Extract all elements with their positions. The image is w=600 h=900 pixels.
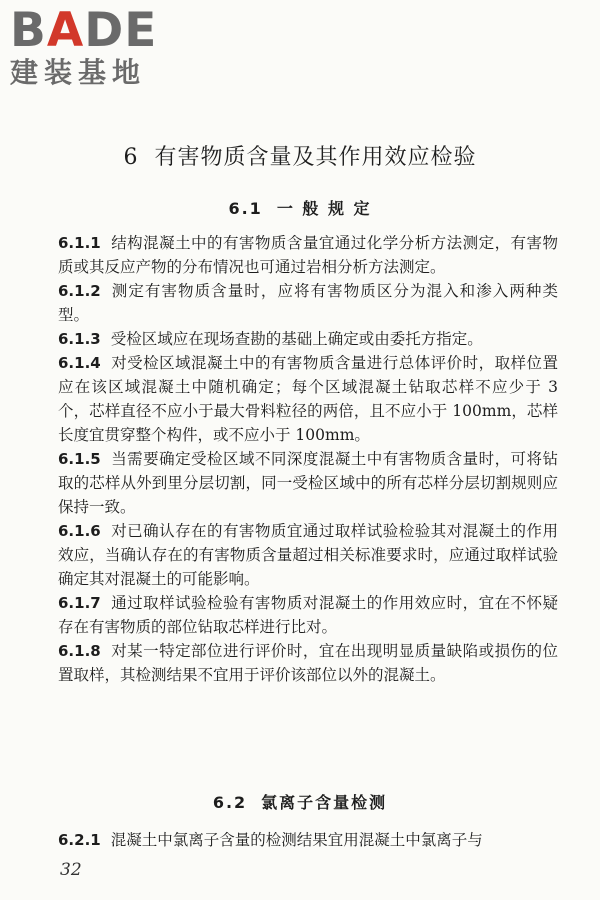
chapter-title-text: 有害物质含量及其作用效应检验: [154, 145, 477, 170]
section-title-6-1: [0, 196, 600, 219]
section-number: 6.2: [212, 793, 248, 812]
clause-text: 对已确认存在的有害物质宜通过取样试验检验其对混凝土的作用效应，当确认存在的有害物质含量超过相关标准要求时，应通过取样试验确定其对混凝土的可能影响。: [58, 522, 558, 588]
clause-text: 对受检区域混凝土中的有害物质含量进行总体评价时，取样位置应在该区域混凝土中随机确定；每个区域混凝土钻取芯样不应少于 3 个，芯样直径不应小于最大骨料粒径的两倍，且不应小于 100mm，芯样长度宜贯穿整个构件，或不应小于 100mm。: [58, 354, 558, 444]
clause-number: 6.1.5: [58, 450, 101, 468]
logo-latin: [10, 3, 180, 58]
clause-6-1-3: [58, 327, 558, 351]
logo-chinese: 建装基地: [10, 56, 147, 89]
clause-6-1-6: [58, 519, 558, 591]
clause-text: 测定有害物质含量时，应将有害物质区分为混入和渗入两种类型。: [58, 282, 558, 324]
clause-text: 结构混凝土中的有害物质含量宜通过化学分析方法测定，有害物质或其反应产物的分布情况也可通过岩相分析方法测定。: [58, 234, 558, 276]
clause-6-1-8: [58, 639, 558, 687]
clause-6-1-7: [58, 591, 558, 639]
clause-6-2-1: [58, 828, 558, 852]
clause-number: 6.1.1: [58, 234, 101, 252]
clause-text: 对某一特定部位进行评价时，宜在出现明显质量缺陷或损伤的位置取样，其检测结果不宜用于评价该部位以外的混凝土。: [58, 642, 558, 684]
bade-logo: [10, 3, 180, 89]
section-title-text: 一 般 规 定: [276, 199, 372, 218]
section-number: 6.1: [228, 199, 263, 218]
clause-number: 6.1.7: [58, 594, 101, 612]
clause-number: 6.1.2: [58, 282, 101, 300]
clause-6-1-5: [58, 447, 558, 519]
clause-text: 混凝土中氯离子含量的检测结果宜用混凝土中氯离子与: [110, 831, 483, 849]
chapter-title: [0, 140, 600, 171]
chapter-number: 6: [123, 145, 139, 170]
page-number: 32: [60, 860, 82, 880]
clause-number: 6.1.6: [58, 522, 101, 540]
clause-number: 6.1.4: [58, 354, 101, 372]
clause-number: 6.2.1: [58, 831, 101, 849]
section-title-text: 氯离子含量检测: [261, 793, 388, 812]
clause-6-1-2: [58, 279, 558, 327]
clause-number: 6.1.3: [58, 330, 101, 348]
clause-text: 受检区域应在现场查勘的基础上确定或由委托方指定。: [110, 330, 483, 348]
section-title-6-2: [0, 790, 600, 813]
section-body-6-1: [58, 231, 558, 687]
clause-6-1-4: [58, 351, 558, 447]
clause-text: 当需要确定受检区域不同深度混凝土中有害物质含量时，可将钻取的芯样从外到里分层切割，同一受检区域中的所有芯样分层切割规则应保持一致。: [58, 450, 558, 516]
logo-latin-text: BADE: [10, 3, 158, 58]
clause-6-1-1: [58, 231, 558, 279]
section-body-6-2: [58, 828, 558, 852]
clause-text: 通过取样试验检验有害物质对混凝土的作用效应时，宜在不怀疑存在有害物质的部位钻取芯样进行比对。: [58, 594, 558, 636]
clause-number: 6.1.8: [58, 642, 101, 660]
